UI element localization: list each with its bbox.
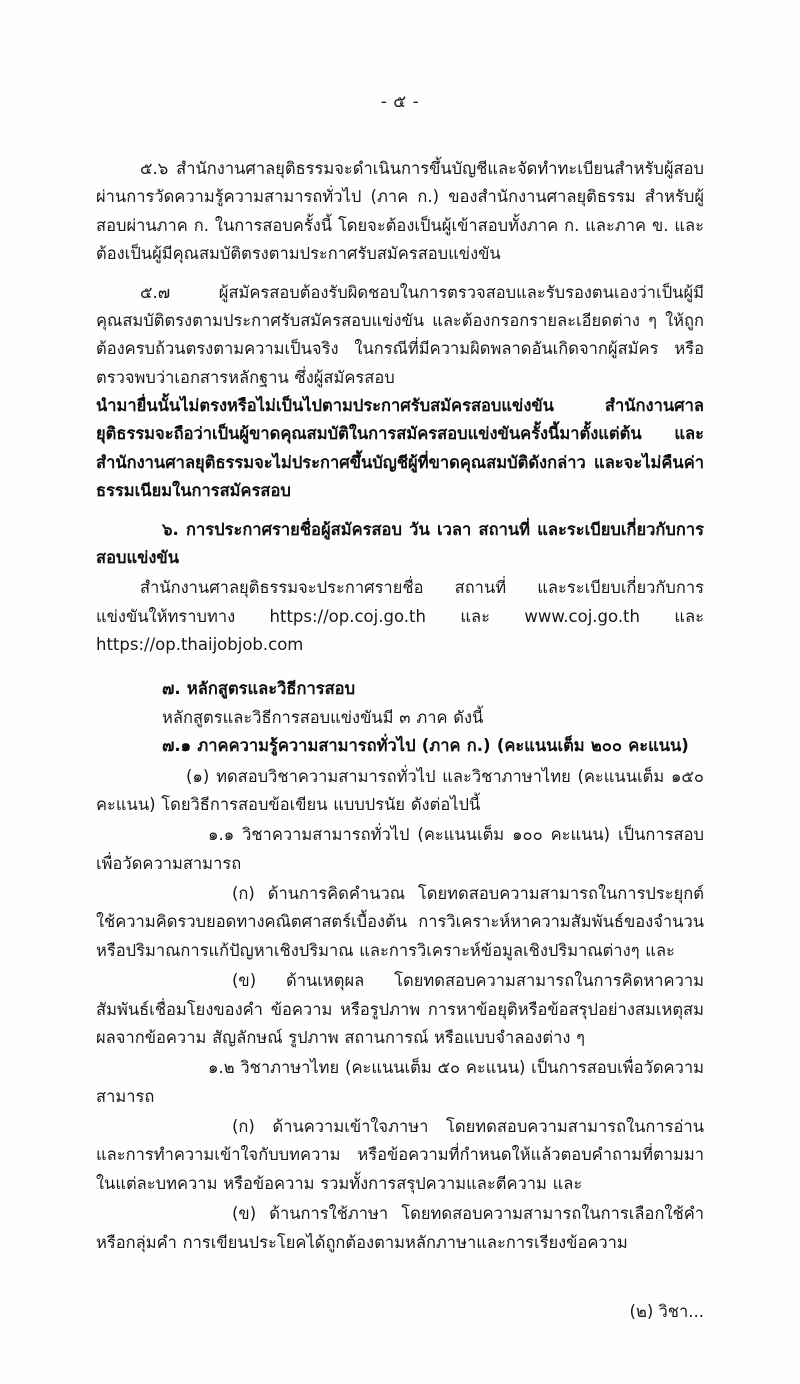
link-thaijobjob[interactable]: https://op.thaijobjob.com: [96, 635, 304, 654]
paragraph-5-7-bold: นำมายื่นนั้นไม่ตรงหรือไม่เป็นไปตามประกาศรับสมัครสอบแข่งขัน สำนักงานศาลยุติธรรมจะถือว่าเป็นผู้ขาดคุณสมบัติในการสมัครสอบแข่งขันครั้งนี้มาตั้งแต่ต้น และสำนักงานศาลยุติธรรมจะไม่ประกาศขึ้นบัญชีผู้ที่ขาดคุณสมบัติดังกล่าว และจะไม่คืนค่าธรรมเนียมในการสมัครสอบ: [96, 396, 704, 501]
heading-7: ๗. หลักสูตรและวิธีการสอบ: [162, 679, 356, 699]
page-content: [96, 88, 704, 1325]
paragraph-7-1-1-1-b: (ข) ด้านเหตุผล โดยทดสอบความสามารถในการคิดหาความสัมพันธ์เชื่อมโยงของคำ ข้อความ หรือรูปภาพ การหาข้อยุติหรือข้อสรุปอย่างสมเหตุสมผลจากข้อความ สัญลักษณ์ รูปภาพ สถานการณ์ หรือแบบจำลองต่าง ๆ: [96, 971, 704, 1047]
paragraph-7-1-1: (๑) ทดสอบวิชาความสามารถทั่วไป และวิชาภาษาไทย (คะแนนเต็ม ๑๕๐ คะแนน) โดยวิธีการสอบข้อเขียน แบบปรนัย ดังต่อไปนี้: [96, 766, 704, 814]
paragraph-7-1-1-1-a: (ก) ด้านการคิดคำนวณ โดยทดสอบความสามารถในการประยุกต์ใช้ความคิดรวบยอดทางคณิตศาสตร์เบื้องต้น การวิเคราะห์หาความสัมพันธ์ของจำนวนหรือปริมาณการแก้ปัญหาเชิงปริมาณ และการวิเคราะห์ข้อมูลเชิงปริมาณต่างๆ และ: [96, 884, 704, 960]
page-number: - ๕ -: [380, 92, 420, 112]
conjunction-1: และ: [425, 606, 525, 626]
paragraph-7-intro: หลักสูตรและวิธีการสอบแข่งขันมี ๓ ภาค ดังนี้: [162, 707, 484, 727]
paragraph-7-1-1-2: ๑.๒ วิชาภาษาไทย (คะแนนเต็ม ๕๐ คะแนน) เป็นการสอบเพื่อวัดความสามารถ: [96, 1058, 704, 1106]
heading-7-1: ๗.๑ ภาคความรู้ความสามารถทั่วไป (ภาค ก.) (คะแนนเต็ม ๒๐๐ คะแนน): [162, 736, 689, 756]
conjunction-2: และ: [640, 606, 704, 626]
paragraph-6-text: สำนักงานศาลยุติธรรมจะประกาศรายชื่อ สถานที่ และระเบียบเกี่ยวกับการแข่งขันให้ทราบทาง: [96, 578, 704, 626]
paragraph-7-1-1-2-a: (ก) ด้านความเข้าใจภาษา โดยทดสอบความสามารถในการอ่านและการทำความเข้าใจกับบทความ หรือข้อความที่กำหนดให้แล้วตอบคำถามที่ตามมาในแต่ละบทความ หรือข้อความ รวมทั้งการสรุปความและตีความ และ: [96, 1117, 704, 1193]
link-op-coj[interactable]: https://op.coj.go.th: [269, 606, 426, 626]
section-5-6: [96, 155, 704, 269]
paragraph-7-1-1-2-b: (ข) ด้านการใช้ภาษา โดยทดสอบความสามารถในการเลือกใช้คำหรือกลุ่มคำ การเขียนประโยคได้ถูกต้องตามหลักภาษาและการเรียงข้อความ: [96, 1204, 704, 1252]
paragraph-5-6: ๕.๖ สำนักงานศาลยุติธรรมจะดำเนินการขึ้นบัญชีและจัดทำทะเบียนสำหรับผู้สอบผ่านการวัดความรู้ความสามารถทั่วไป (ภาค ก.) ของสำนักงานศาลยุติธรรม สำหรับผู้สอบผ่านภาค ก. ในการสอบครั้งนี้ โดยจะต้องเป็นผู้เข้าสอบทั้งภาค ก. และภาค ข. และต้องเป็นผู้มีคุณสมบัติตรงตามประกาศรับสมัครสอบแข่งขัน: [96, 159, 704, 264]
link-coj[interactable]: www.coj.go.th: [524, 606, 640, 626]
section-7: [96, 675, 704, 1257]
heading-6: ๖. การประกาศรายชื่อผู้สมัครสอบ วัน เวลา สถานที่ และระเบียบเกี่ยวกับการสอบแข่งขัน: [96, 519, 704, 567]
paragraph-6-body: [96, 574, 704, 659]
section-5-7: [96, 279, 704, 506]
continuation-note: (๒) วิชา...: [629, 1301, 704, 1321]
paragraph-5-7-normal: ๕.๗ ผู้สมัครสอบต้องรับผิดชอบในการตรวจสอบและรับรองตนเองว่าเป็นผู้มีคุณสมบัติตรงตามประกาศรับสมัครสอบแข่งขัน และต้องกรอกรายละเอียดต่าง ๆ ให้ถูกต้องครบถ้วนตรงตามความเป็นจริง ในกรณีที่มีความผิดพลาดอันเกิดจากผู้สมัคร หรือตรวจพบว่าเอกสารหลักฐาน ซึ่งผู้สมัครสอบ: [96, 282, 704, 387]
section-6: [96, 516, 704, 660]
paragraph-7-1-1-1: ๑.๑ วิชาความสามารถทั่วไป (คะแนนเต็ม ๑๐๐ คะแนน) เป็นการสอบเพื่อวัดความสามารถ: [96, 825, 704, 873]
